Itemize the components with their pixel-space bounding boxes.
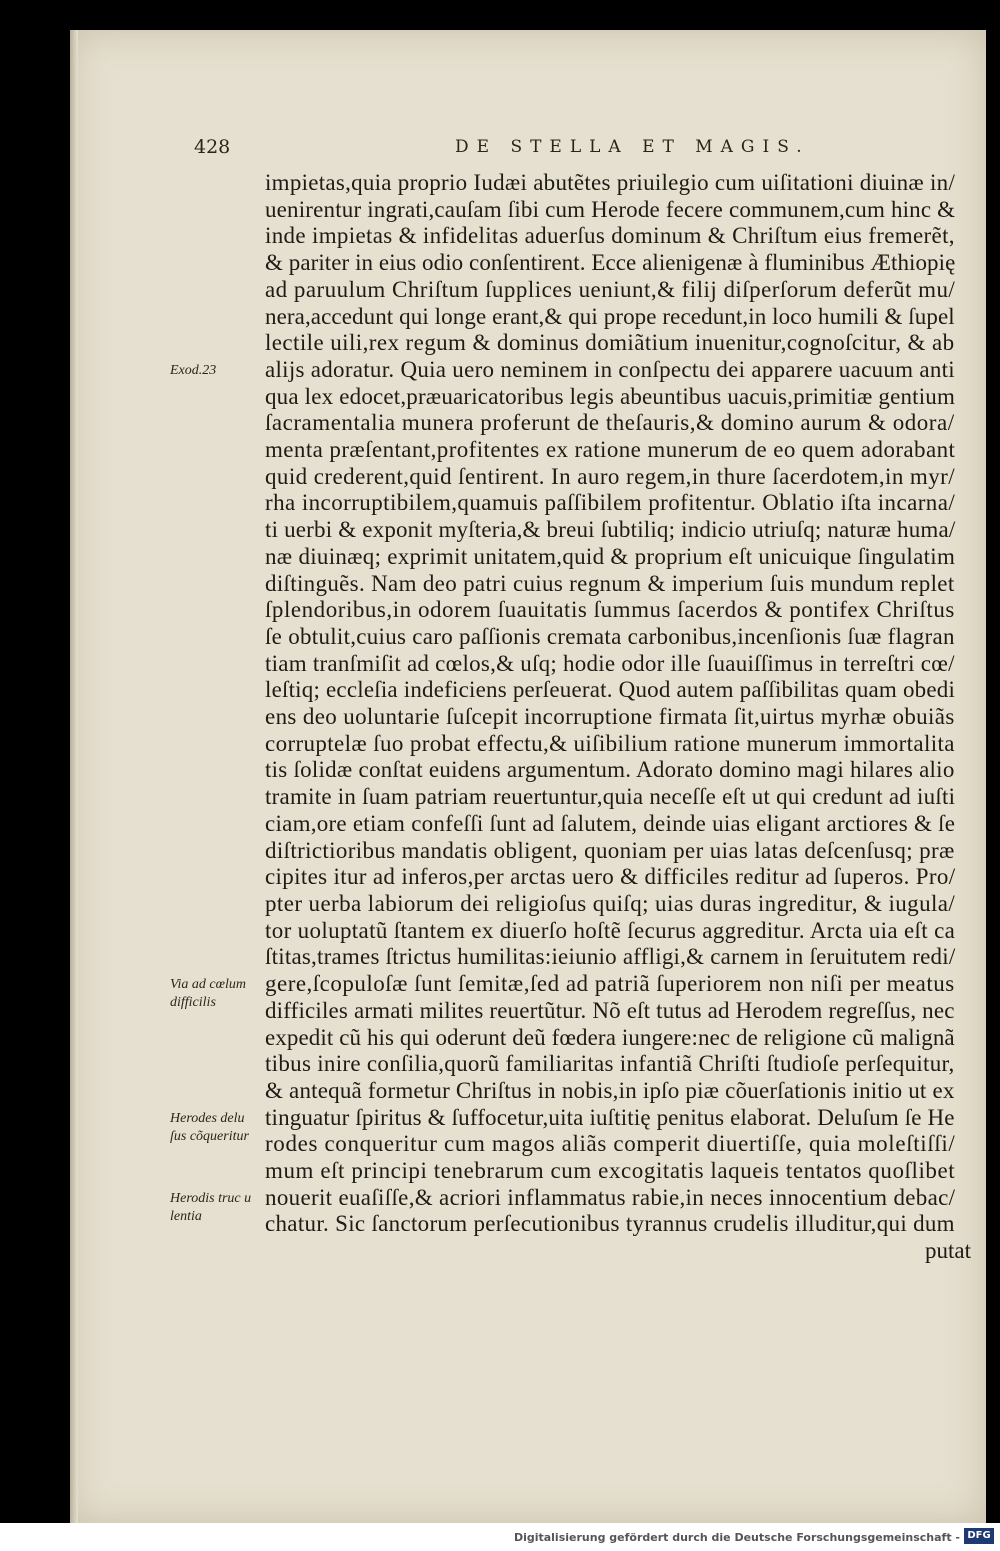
marginal-note: Via ad cœlum difficilis	[170, 977, 246, 1010]
text-line: pter uerba labiorum dei religioſus quiſq; uias duras ingreditur, & iugula/	[265, 890, 956, 916]
text-line: mum eſt principi tenebrarum cum excogitatis laqueis tentatos quoſlibet	[265, 1158, 956, 1184]
text-line: ens deo uoluntarie ſuſcepit incorruptione firmata ſit,uirtus myrhæ obuiãs	[265, 704, 955, 730]
text-line: chatur. Sic ſanctorum perſecutionibus tyrannus crudelis illuditur,qui dum	[265, 1211, 955, 1237]
text-line: gere,ſcopuloſæ ſunt ſemitæ,ſed ad patriã ſuperiorem non niſi per meatus	[265, 971, 955, 997]
text-line: corruptelæ ſuo probat effectu,& uiſibilium ratione munerum immortalita	[265, 730, 955, 756]
text-line: & antequã formetur Chriſtus in nobis,in ipſo piæ cõuerſationis initio ut ex	[265, 1077, 955, 1103]
text-line: difficiles armati milites reuertũtur. Nõ eſt tutus ad Herodem regreſſus, nec	[265, 997, 955, 1023]
text-line: ciam,ore etiam confeſſi ſunt ad ſalutem, deinde uias eligant arctiores & ſe	[265, 810, 956, 836]
text-line: næ diuinæq; exprimit unitatem,quid & proprium eſt unicuique ſingulatim	[265, 543, 956, 569]
text-line: tor uoluptatũ ſtantem ex diuerſo hoſtẽ ſecurus aggreditur. Arcta uia eſt ca	[265, 917, 956, 943]
text-line: diſtinguẽs. Nam deo patri cuius regnum & imperium ſuis mundum replet	[265, 570, 955, 596]
marginal-note: Exod.23	[170, 362, 217, 378]
text-line: ad paruulum Chriſtum ſupplices ueniunt,& filij diſperſorum deferũt mu/	[265, 276, 956, 302]
text-line: diſtrictioribus mandatis obligent, quoniam per uias latas deſcenſusq; præ	[265, 837, 955, 863]
text-line: uenirentur ingrati,cauſam ſibi cum Herode fecere communem,cum hinc &	[265, 196, 956, 222]
text-line: menta præſentant,profitentes ex ratione munerum de eo quem adorabant	[265, 437, 956, 463]
text-line: putat	[925, 1238, 971, 1264]
dfg-logo-icon: DFG	[964, 1528, 994, 1544]
text-line: nera,accedunt qui longe erant,& qui prope recedunt,in loco humili & ſupel	[265, 303, 955, 329]
marginal-note: Herodis truc u lentia	[170, 1190, 252, 1224]
text-line: alijs adoratur. Quia uero neminem in conſpectu dei apparere uacuum anti	[265, 356, 955, 382]
marginal-note: Herodes delu ſus cõqueritur	[170, 1110, 249, 1144]
text-line: tibus inire conſilia,quorũ familiaritas infantiã Chriſti ſtudioſe perſequitur,	[265, 1051, 955, 1077]
text-line: ſtitas,trames ſtrictus humilitas:ieiunio affligi,& carnem in ſeruitutem redi/	[265, 944, 956, 970]
page-edge-shadow	[70, 30, 78, 1523]
page-number: 428	[194, 136, 231, 158]
text-line: tiam tranſmiſit ad cœlos,& uſq; hodie odor ille ſuauiſſimus in terreſtri cœ/	[265, 650, 955, 676]
text-line: qua lex edocet,præuaricatoribus legis abeuntibus uacuis,primitiæ gentium	[265, 383, 956, 409]
text-line: cipites itur ad inferos,per arctas uero & difficiles reditur ad ſuperos. Pro/	[265, 864, 956, 890]
text-line: tis ſolidæ conſtat euidens argumentum. Adorato domino magi hilares alio	[265, 757, 955, 783]
text-line: rodes conqueritur cum magos aliãs comperit diuertiſſe, quia moleſtiſſi/	[265, 1131, 956, 1157]
main-text-block	[265, 170, 971, 1265]
text-line: quid crederent,quid ſentirent. In auro regem,in thure ſacerdotem,in myr/	[265, 463, 956, 489]
text-line: impietas,quia proprio Iudæi abutẽtes priuilegio cum uiſitationi diuinæ in/	[265, 170, 956, 195]
text-line: lectile uili,rex regum & dominus domiãtium inuenitur,cognoſcitur, & ab	[265, 330, 955, 356]
text-line: ſplendoribus,in odorem ſuauitatis ſummus ſacerdos & pontifex Chriſtus	[265, 597, 955, 623]
text-line: tramite in ſuam patriam reuertuntur,quia neceſſe eſt ut qui credunt ad iuſti	[265, 784, 956, 810]
text-line: nouerit euaſiſſe,& acriori inflammatus rabie,in neces innocentium debac/	[265, 1184, 956, 1210]
text-line: ſe obtulit,cuius caro paſſionis cremata carbonibus,incenſionis ſuæ flagran	[265, 623, 955, 649]
digitization-footer	[0, 1523, 1000, 1551]
running-head: DE STELLA ET MAGIS.	[455, 137, 810, 157]
text-line: rha incorruptibilem,quamuis paſſibilem profitentur. Oblatio iſta incarna/	[265, 490, 956, 516]
text-line: inde impietas & infidelitas aduerſus dominum & Chriſtum eius fremerẽt,	[265, 223, 955, 249]
text-line: ſacramentalia munera proferunt de theſauris,& domino aurum & odora/	[265, 410, 955, 436]
text-line: leſtiq; eccleſia indeficiens perſeuerat. Quod autem paſſibilitas quam obedi	[265, 677, 956, 703]
funding-credit: Digitalisierung gefördert durch die Deutsche Forschungsgemeinschaft -	[513, 1531, 960, 1544]
text-line: expedit cũ his qui oderunt deũ fœdera iungere:nec de religione cũ malignã	[265, 1024, 955, 1050]
text-line: tinguatur ſpiritus & ſuffocetur,uita iuſtitię penitus elaborat. Deluſum ſe He	[265, 1104, 955, 1130]
text-line: ti uerbi & exponit myſteria,& breui ſubtiliq; indicio utriuſq; naturæ huma/	[265, 517, 956, 543]
text-line: & pariter in eius odio conſentirent. Ecce alienigenæ à fluminibus Æthiopię	[265, 250, 956, 276]
